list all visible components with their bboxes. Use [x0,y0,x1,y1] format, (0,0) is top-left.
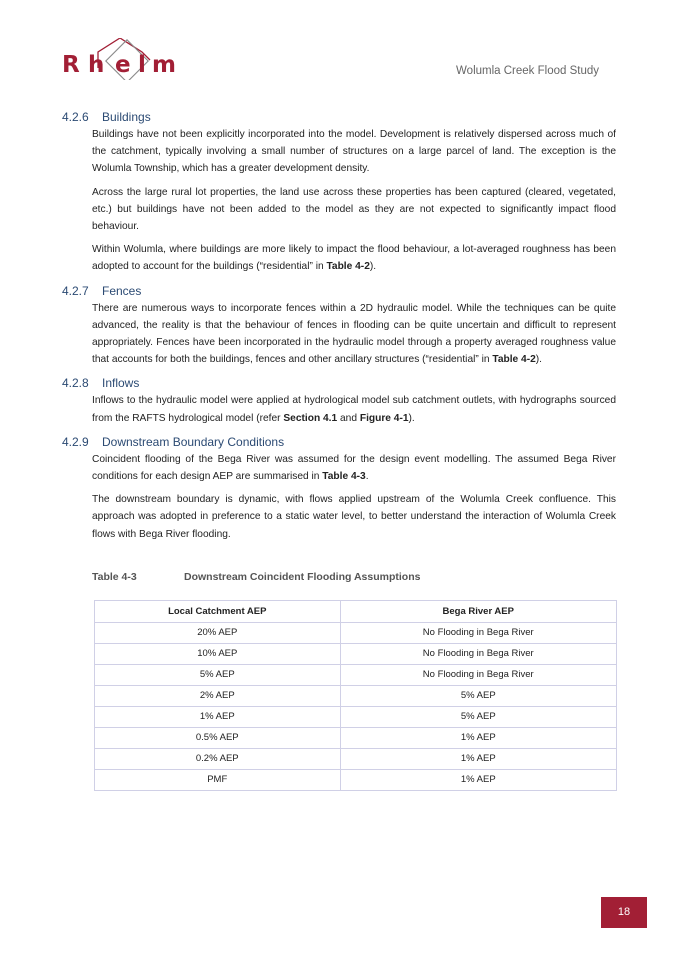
table-cell: 20% AEP [95,622,341,643]
table-cell: 5% AEP [340,706,616,727]
paragraph [92,300,616,369]
page-content [62,108,616,791]
table-number: Table 4-3 [92,570,137,583]
section-title: Fences [102,283,142,298]
section-number: 4.2.7 [62,283,89,298]
section-title: Buildings [102,110,151,124]
section-heading [62,433,616,451]
table-cell: 1% AEP [340,769,616,790]
logo-letter: m [152,52,176,78]
table-header-cell: Bega River AEP [340,600,616,622]
table-row [95,643,617,664]
document-title: Wolumla Creek Flood Study [456,65,599,77]
table-cell: No Flooding in Bega River [340,643,616,664]
table-row [95,727,617,748]
table-header-row [95,600,617,622]
cross-reference: Table 4-3 [322,471,366,483]
table-cell: 1% AEP [340,727,616,748]
paragraph [92,241,616,275]
paragraph-text: and [337,412,360,424]
logo-letter: R [62,52,80,78]
paragraph-text: ). [369,261,377,273]
table-header-cell: Local Catchment AEP [95,600,341,622]
table-title: Downstream Coincident Flooding Assumptions [184,570,421,583]
paragraph [92,184,616,236]
flooding-assumptions-table [94,600,617,791]
table-row [95,769,617,790]
paragraph-text: ). [535,354,542,366]
paragraph [92,451,616,485]
table-row [95,664,617,685]
section-heading [62,282,616,300]
paragraph [92,392,616,426]
section-title: Inflows [102,376,140,391]
paragraph [92,126,616,178]
table-cell: 0.5% AEP [95,727,341,748]
table-cell: 10% AEP [95,643,341,664]
table-cell: 5% AEP [95,664,341,685]
page-number: 18 [601,897,647,928]
cross-reference: Section 4.1 [283,412,338,424]
paragraph-text: Within Wolumla, where buildings are more likely to impact the flood behaviour, a lot-averaged roughness has been adopted to account for the buildings (“residential” in [92,244,616,273]
table-cell: PMF [95,769,341,790]
cross-reference: Table 4-2 [326,261,370,273]
section-number: 4.2.8 [62,376,89,391]
table-row [95,685,617,706]
paragraph [92,491,616,543]
table-cell: 5% AEP [340,685,616,706]
section-number: 4.2.6 [62,110,89,124]
section-number: 4.2.9 [62,434,89,449]
paragraph-text: ). [408,412,415,424]
table-cell: 1% AEP [340,748,616,769]
table-cell: 2% AEP [95,685,341,706]
paragraph-text: Buildings have not been explicitly incorporated into the model. Development is relatively dispersed across much of the catchment, typically involving a small number of structures on a large parcel of land. The exception is the Wolumla Township, which has a greater development density. [92,129,616,175]
table-cell: No Flooding in Bega River [340,664,616,685]
table-cell: 0.2% AEP [95,748,341,769]
paragraph-text: There are numerous ways to incorporate fences within a 2D hydraulic model. While the techniques can be quite advanced, the reality is that the behaviour of fences in flooding can be quite uncertain and difficult to represent appropriately. Fences have been incorporated in the hydraulic model through a property averaged roughness value that accounts for both the buildings, fences and other ancillary structures (“residential” in [92,302,616,366]
sections-container [62,108,616,543]
paragraph-text: . [365,471,369,483]
logo-letter: l [138,52,146,78]
table-row [95,748,617,769]
cross-reference: Figure 4-1 [359,412,409,424]
section-heading [62,374,616,392]
logo-letter: h [88,52,105,78]
cross-reference: Table 4-2 [492,354,536,366]
table-cell: No Flooding in Bega River [340,622,616,643]
table-row [95,622,617,643]
table-caption [92,571,616,587]
table-cell: 1% AEP [95,706,341,727]
logo-letter: e [115,52,131,78]
paragraph-text: Inflows to the hydraulic model were applied at hydrological model sub catchment outlets, with hydrographs sourced from the RAFTS hydrological model (refer [92,395,616,424]
section-title: Downstream Boundary Conditions [102,434,285,449]
paragraph-text: The downstream boundary is dynamic, with flows applied upstream of the Wolumla Creek confluence. This approach was adopted in preference to a static water level, to better understand the interaction of Wolumla Creek flows with Bega River flooding. [92,494,616,540]
table-body [95,622,617,790]
section-heading [62,108,616,126]
paragraph-text: Coincident flooding of the Bega River was assumed for the design event modelling. The assumed Bega River conditions for each design AEP are summarised in [92,453,616,483]
table-row [95,706,617,727]
rhelm-logo [62,38,182,80]
paragraph-text: Across the large rural lot properties, the land use across these properties has been captured (cleared, vegetated, etc.) but buildings have not been added to the model as they are not expected to significantly impact flood behaviour. [92,186,616,233]
